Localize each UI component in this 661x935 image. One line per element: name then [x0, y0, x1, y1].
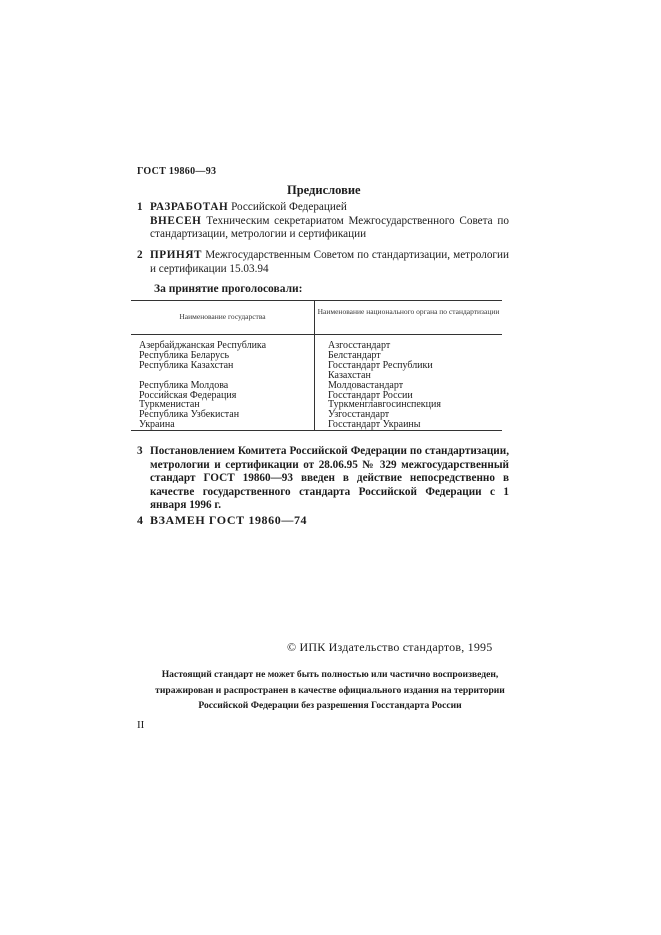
- table-cell: Госстандарт Украины: [328, 419, 421, 431]
- table-header-state: Наименование государства: [179, 312, 266, 321]
- preface-item-3: [137, 445, 509, 513]
- item-body: [150, 249, 509, 276]
- table-header-divider: [131, 334, 502, 335]
- replaces-text: ВЗАМЕН ГОСТ 19860—74: [150, 513, 308, 527]
- item-body: Постановлением Комитета Российской Федерации по стандартизации, метрологии и сертификации от 28.06.95 № 329 межгосударственный стандарт ГОСТ 19860—93 введен в действие непосредственно в качестве государственного стандарта Российской Федерации с 1 января 1996 г.: [150, 445, 509, 511]
- table-cell: Азгосстандарт: [328, 340, 391, 351]
- table-cell: Госстандарт Республики: [328, 359, 433, 371]
- item-number: 3: [137, 445, 143, 457]
- table-border-top: [131, 300, 502, 301]
- table-cell: Туркменистан: [139, 399, 200, 411]
- table-cell: Азербайджанская Республика: [139, 340, 267, 351]
- table-cell: Белстандарт: [328, 349, 381, 361]
- preface-item-2: [137, 249, 509, 276]
- table-cell: Украина: [139, 419, 175, 431]
- adopted-lead: ПРИНЯТ: [150, 249, 203, 261]
- table-cell: Республика Беларусь: [139, 349, 230, 361]
- preface-item-1: [137, 201, 509, 242]
- introduced-lead: ВНЕСЕН: [150, 214, 202, 227]
- preface-title: Предисловие: [287, 183, 361, 197]
- introduced-text: Техническим секретариатом Межгосударственного Совета по стандартизации, метрологии и сертификации: [150, 214, 509, 240]
- developed-lead: РАЗРАБОТАН: [150, 201, 229, 213]
- states-column: [139, 341, 266, 430]
- table-cell: Республика Молдова: [139, 379, 229, 391]
- voting-table: [131, 300, 502, 431]
- table-cell: Госстандарт России: [328, 389, 413, 401]
- page-number: II: [137, 719, 145, 731]
- item-number: 4: [137, 513, 144, 527]
- table-cell: Молдовастандарт: [328, 379, 404, 391]
- table-column-divider: [314, 300, 315, 431]
- developed-text: Российской Федерацией: [228, 201, 347, 213]
- standard-code-header: ГОСТ 19860—93: [137, 166, 217, 177]
- copyright-line: © ИПК Издательство стандартов, 1995: [287, 640, 493, 654]
- table-cell: Российская Федерация: [139, 389, 237, 401]
- table-cell: Республика Казахстан: [139, 359, 234, 371]
- bodies-column: [328, 341, 441, 430]
- voted-label: За принятие проголосовали:: [154, 283, 303, 295]
- preface-item-4: [137, 514, 509, 528]
- introduced-paragraph: [150, 215, 509, 242]
- table-cell: Туркменглавгосинспекция: [328, 399, 441, 411]
- item-body: [150, 201, 509, 242]
- item-number: 1: [137, 201, 143, 213]
- reproduction-notice: Настоящий стандарт не может быть полностью или частично воспроизведен, тиражирован и распространен в качестве официального издания на территории Российской Федерации без разрешения Госстандарта России: [155, 669, 505, 711]
- table-cell: Казахстан: [328, 369, 371, 381]
- developed-paragraph: [150, 201, 509, 215]
- table-cell: Узгосстандарт: [328, 409, 390, 421]
- table-header-body: Наименование национального органа по стандартизации: [317, 307, 500, 316]
- table-cell: Республика Узбекистан: [139, 409, 240, 421]
- adopted-text: Межгосударственным Советом по стандартизации, метрологии и сертификации 15.03.94: [150, 249, 509, 275]
- item-number: 2: [137, 249, 143, 261]
